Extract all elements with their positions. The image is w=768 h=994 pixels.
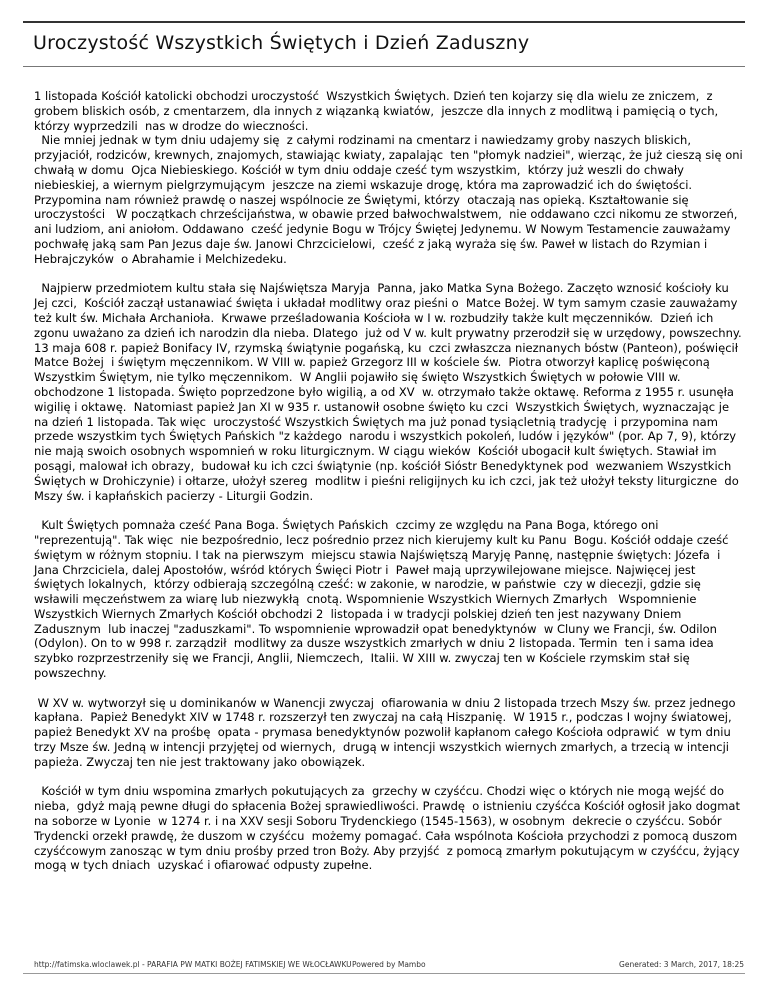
footer-powered-by: Powered by Mambo	[352, 960, 426, 969]
page-title: Uroczystość Wszystkich Świętych i Dzień Zaduszny	[33, 32, 530, 54]
paragraph-masses: W XV w. wytworzył się u dominikanów w Wanencji zwyczaj ofiarowania w dniu 2 listopada trzech Mszy św. przez jednego kapłana. Papież Benedykt XIV w 1748 r. rozszerzył ten zwyczaj na całą Hiszpanię. W 1915 r., podczas I wojny światowej, papież Benedykt XV na prośbę opata - prymasa benedyktynów pozwolił kapłanom całego Kościoła odprawić w tym dniu trzy Msze św. Jedną w intencji przyjętej od wiernych, drugą w intencji wszystkich wiernych zmarłych, a trzecią w intencji papieża. Zwyczaj ten nie jest traktowany jako obowiązek.	[34, 695, 740, 769]
paragraph-cult: Kult Świętych pomnaża cześć Pana Boga. Świętych Pańskich czcimy ze względu na Pana Boga, którego oni "reprezentują". Tak więc nie bezpośrednio, lecz pośrednio przez nich kierujemy kult ku Panu Bogu. Kościół oddaje cześć świętym w różnym stopniu. I tak na pierwszym miejscu stawia Najświętszą Maryję Pannę, następnie świętych: Józefa i Jana Chrzciciela, dalej Apostołów, wśród których Święci Piotr i Paweł mają uprzywilejowane miejsce. Najwięcej jest świętych lokalnych, którzy odbierają szczególną cześć: w zakonie, w narodzie, w państwie czy w diecezji, gdzie się wsławili męczeństwem za wiarę lub niezwykłą cnotą. Wspomnienie Wszystkich Wiernych Zmarłych Wspomnienie Wszystkich Wiernych Zmarłych Kościół obchodzi 2 listopada i w tradycji polskiej dzień ten jest nazywany Dniem Zadusznym lub inaczej "zaduszkami". To wspomnienie wprowadził opat benedyktynów w Cluny we Francji, św. Odilon (Odylon). On to w 998 r. zarządził modlitwy za dusze wszystkich zmarłych w dniu 2 listopada. Termin ten i sama idea szybko rozprzestrzeniły się we Francji, Anglii, Niemczech, Italii. W XIII w. zwyczaj ten w Kościele rzymskim stał się powszechny.	[34, 518, 733, 681]
paragraph-history: Najpierw przedmiotem kultu stała się Najświętsza Maryja Panna, jako Matka Syna Bożego. Zaczęto wznosić kościoły ku Jej czci, Kościół zaczął ustanawiać święta i układał modlitwy oraz pieśni o Matce Bożej. W tym samym czasie zauważamy też kult św. Michała Archanioła. Krwawe prześladowania Kościoła w I w. rozbudziły także kult męczenników. Dzień ich zgonu uważano za dzień ich narodzin dla nieba. Dlatego już od V w. kult prywatny przerodził się w urzędowy, powszechny. 13 maja 608 r. papież Bonifacy IV, rzymską świątynie pogańską, ku czci zwłaszcza nieznanych bóstw (Panteon), poświęcił Matce Bożej i świętym męczennikom. W VIII w. papież Grzegorz III w kościele św. Piotra otworzył kaplicę poświęconą Wszystkim Świętym, nie tylko męczennikom. W Anglii pojawiło się święto Wszystkich Świętych w połowie VIII w. obchodzone 1 listopada. Święto poprzedzone było wigilią, a od XV w. otrzymało także oktawę. Reforma z 1955 r. usunęła wigilię i oktawę. Natomiast papież Jan XI w 935 r. ustanowił osobne święto ku czci Wszystkich Świętych, wyznaczając je na dzień 1 listopada. Tak więc uroczystość Wszystkich Świętych ma już ponad tysiącletnią tradycję i przypomina nam przede wszystkim tych Świętych Pańskich "z każdego narodu i wszystkich pokoleń, ludów i języków" (por. Ap 7, 9), którzy nie mają swoich osobnych wspomnień w roku liturgicznym. W ciągu wieków Kościół ubogacił kult świętych. Stawiał im posągi, malował ich obrazy, budował ku ich czci świątynie (np. kościół Sióstr Benedyktynek pod wezwaniem Wszystkich Świętych w Drohiczynie) i ołtarze, ułożył szereg modlitw i pieśni religijnych ku ich czci, jak też ułożył teksty liturgiczne do Mszy św. i kapłańskich pacierzy - Liturgii Godzin.	[34, 281, 750, 503]
page-footer	[34, 960, 744, 972]
paragraph-intro: 1 listopada Kościół katolicki obchodzi uroczystość Wszystkich Świętych. Dzień ten kojarzy się dla wielu ze zniczem, z grobem bliskich osób, z cmentarzem, dla innych z wiązanką kwiatów, jeszcze dla innych z modlitwą i pamięcią o tych, którzy wyprzedzili nas w drodze do wieczności. Nie mniej jednak w tym dniu udajemy się z całymi rodzinami na cmentarz i nawiedzamy groby naszych bliskich, przyjaciół, rodziców, krewnych, znajomych, stawiając kwiaty, zapalając ten "płomyk nadziei", wierząc, że już cieszą się oni chwałą w domu Ojca Niebieskiego. Kościół w tym dniu oddaje cześć tym wszystkim, którzy już weszli do chwały niebieskiej, a wiernym pielgrzymującym jeszcze na ziemi wskazuje drogę, która ma zaprowadzić ich do świętości. Przypomina nam również prawdę o naszej wspólnocie ze Świętymi, którzy otaczają nas opieką. Kształtowanie się uroczystości W początkach chrześcijaństwa, w obawie przed bałwochwalstwem, nie oddawano czci nikomu ze stworzeń, ani ludziom, ani aniołom. Oddawano cześć jedynie Bogu w Trójcy Świętej Jedynemu. W Nowym Testamencie zauważamy pochwałę jaką sam Pan Jezus daje św. Janowi Chrzcicielowi, cześć z jaką wyraża się św. Paweł w listach do Rzymian i Hebrajczyków o Abrahamie i Melchizedeku.	[34, 89, 743, 266]
top-rule	[23, 21, 745, 23]
paragraph-purgatory: Kościół w tym dniu wspomina zmarłych pokutujących za grzechy w czyśćcu. Chodzi więc o których nie mogą wejść do nieba, gdyż mają pewne długi do spłacenia Bożej sprawiedliwości. Prawdę o istnieniu czyśćca Kościół ogłosił jako dogmat na soborze w Lyonie w 1274 r. i na XXV sesji Soboru Trydenckiego (1545-1563), w osobnym dekrecie o czyśćcu. Sobór Trydencki orzekł prawdę, że duszom w czyśćcu możemy pomagać. Cała wspólnota Kościoła przychodzi z pomocą duszom czyśćcowym zanosząc w tym dniu prośby przed tron Boży. Aby przyjść z pomocą zmarłym pokutującym w czyśćcu, żyjący mogą w tych dniach uzyskać i ofiarować odpusty zupełne.	[34, 784, 745, 873]
bottom-rule	[23, 973, 745, 974]
footer-generated-date: Generated: 3 March, 2017, 18:25	[619, 960, 744, 969]
article-body	[34, 89, 750, 873]
title-divider	[23, 66, 745, 67]
footer-source-url: http://fatimska.wloclawek.pl - PARAFIA PW MATKI BOŻEJ FATIMSKIEJ WE WŁOCŁAWKU	[34, 960, 352, 969]
